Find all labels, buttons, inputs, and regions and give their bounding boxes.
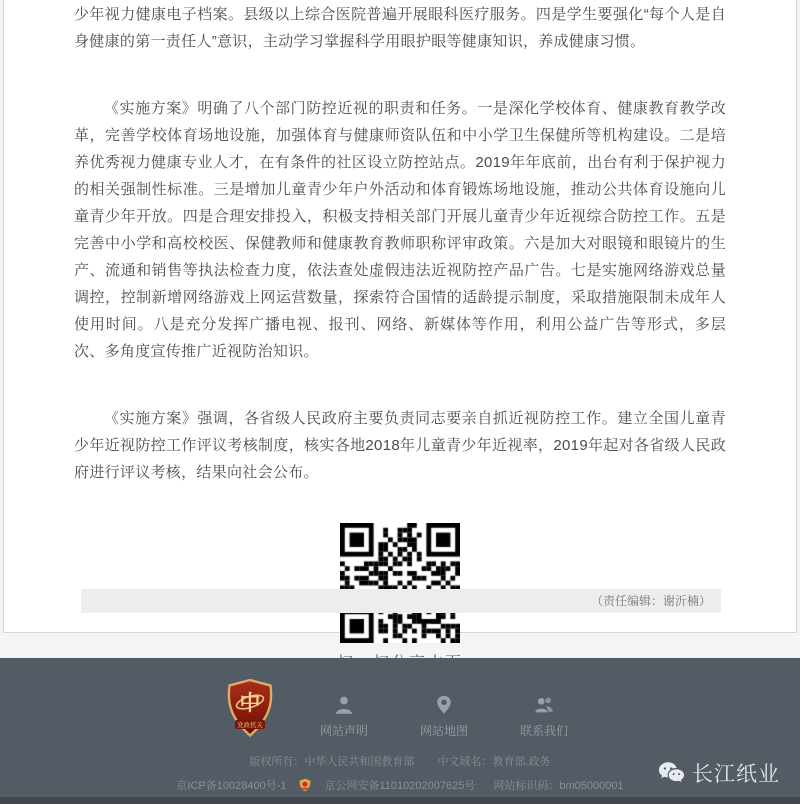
article-paragraph: 《实施方案》强调，各省级人民政府主要负责同志要亲自抓近视防控工作。建立全国儿童青少年近视防控工作评议考核制度，核实各地2018年儿童青少年近视率，2019年起对各省级人民政府进行评议考核，结果向社会公布。 — [74, 410, 726, 481]
article-body — [74, 0, 726, 486]
copyright-owner: 版权所有：中华人民共和国教育部 — [249, 756, 415, 768]
chinese-domain: 中文域名：教育部.政务 — [437, 756, 551, 768]
site-footer — [0, 658, 800, 804]
article-paragraph: 少年视力健康电子档案。县级以上综合医院普遍开展眼科医疗服务。四是学生要强化“每个人是自身健康的第一责任人”意识，主动学习掌握科学用眼护眼等健康知识，养成健康习惯。 — [74, 6, 726, 50]
editor-credit-bar — [81, 589, 721, 613]
location-pin-icon — [414, 694, 474, 716]
wechat-watermark — [658, 758, 780, 788]
site-identification-code: 网站标识码：bm05000001 — [493, 780, 624, 792]
footer-bottom-strip — [0, 797, 800, 804]
svg-text:中: 中 — [239, 691, 261, 715]
svg-text:党政机关: 党政机关 — [237, 721, 263, 729]
qr-code — [340, 523, 460, 643]
watermark-text: 长江纸业 — [692, 763, 780, 786]
police-badge-icon — [298, 778, 312, 792]
users-icon — [514, 694, 574, 716]
footer-nav-label: 网站声明 — [319, 724, 368, 738]
editor-credit: （责任编辑：谢沂楠） — [590, 594, 711, 608]
footer-nav-label: 联系我们 — [519, 724, 568, 738]
gov-agency-badge[interactable] — [226, 679, 274, 737]
wechat-icon — [658, 761, 685, 785]
footer-nav-sitemap[interactable] — [414, 679, 474, 740]
article-container — [3, 0, 797, 633]
article-paragraph: 《实施方案》明确了八个部门防控近视的职责和任务。一是深化学校体育、健康教育教学改革，完善学校体育场地设施，加强体育与健康师资队伍和中小学卫生保健所等机构建设。二是培养优秀视力健康专业人才，在有条件的社区设立防控站点。2019年年底前，出台有利于保护视力的相关强制性标准。三是增加儿童青少年户外活动和体育锻炼场地设施，推动公共体育设施向儿童青少年开放。四是合理安排投入，积极支持相关部门开展儿童青少年近视综合防控工作。五是完善中小学和高校校医、保健教师和健康教育教师职称评审政策。六是加大对眼镜和眼镜片的生产、流通和销售等执法检查力度，依法查处虚假违法近视防控产品广告。七是实施网络游戏总量调控，控制新增网络游戏上网运营数量，探索符合国情的适龄提示制度，采取措施限制未成年人使用时间。八是充分发挥广播电视、报刊、网络、新媒体等作用，利用公益广告等形式，多层次、多角度宣传推广近视防治知识。 — [74, 100, 726, 360]
gov-shield-icon — [226, 679, 274, 737]
icp-record-link[interactable]: 京ICP备10028400号-1 — [176, 780, 287, 792]
footer-nav-statement[interactable] — [314, 679, 374, 740]
footer-nav-label: 网站地图 — [419, 724, 468, 738]
footer-nav-contact[interactable] — [514, 679, 574, 740]
footer-top — [0, 658, 800, 740]
user-icon — [314, 694, 374, 716]
security-record-link[interactable]: 京公网安备11010202007625号 — [324, 780, 476, 792]
